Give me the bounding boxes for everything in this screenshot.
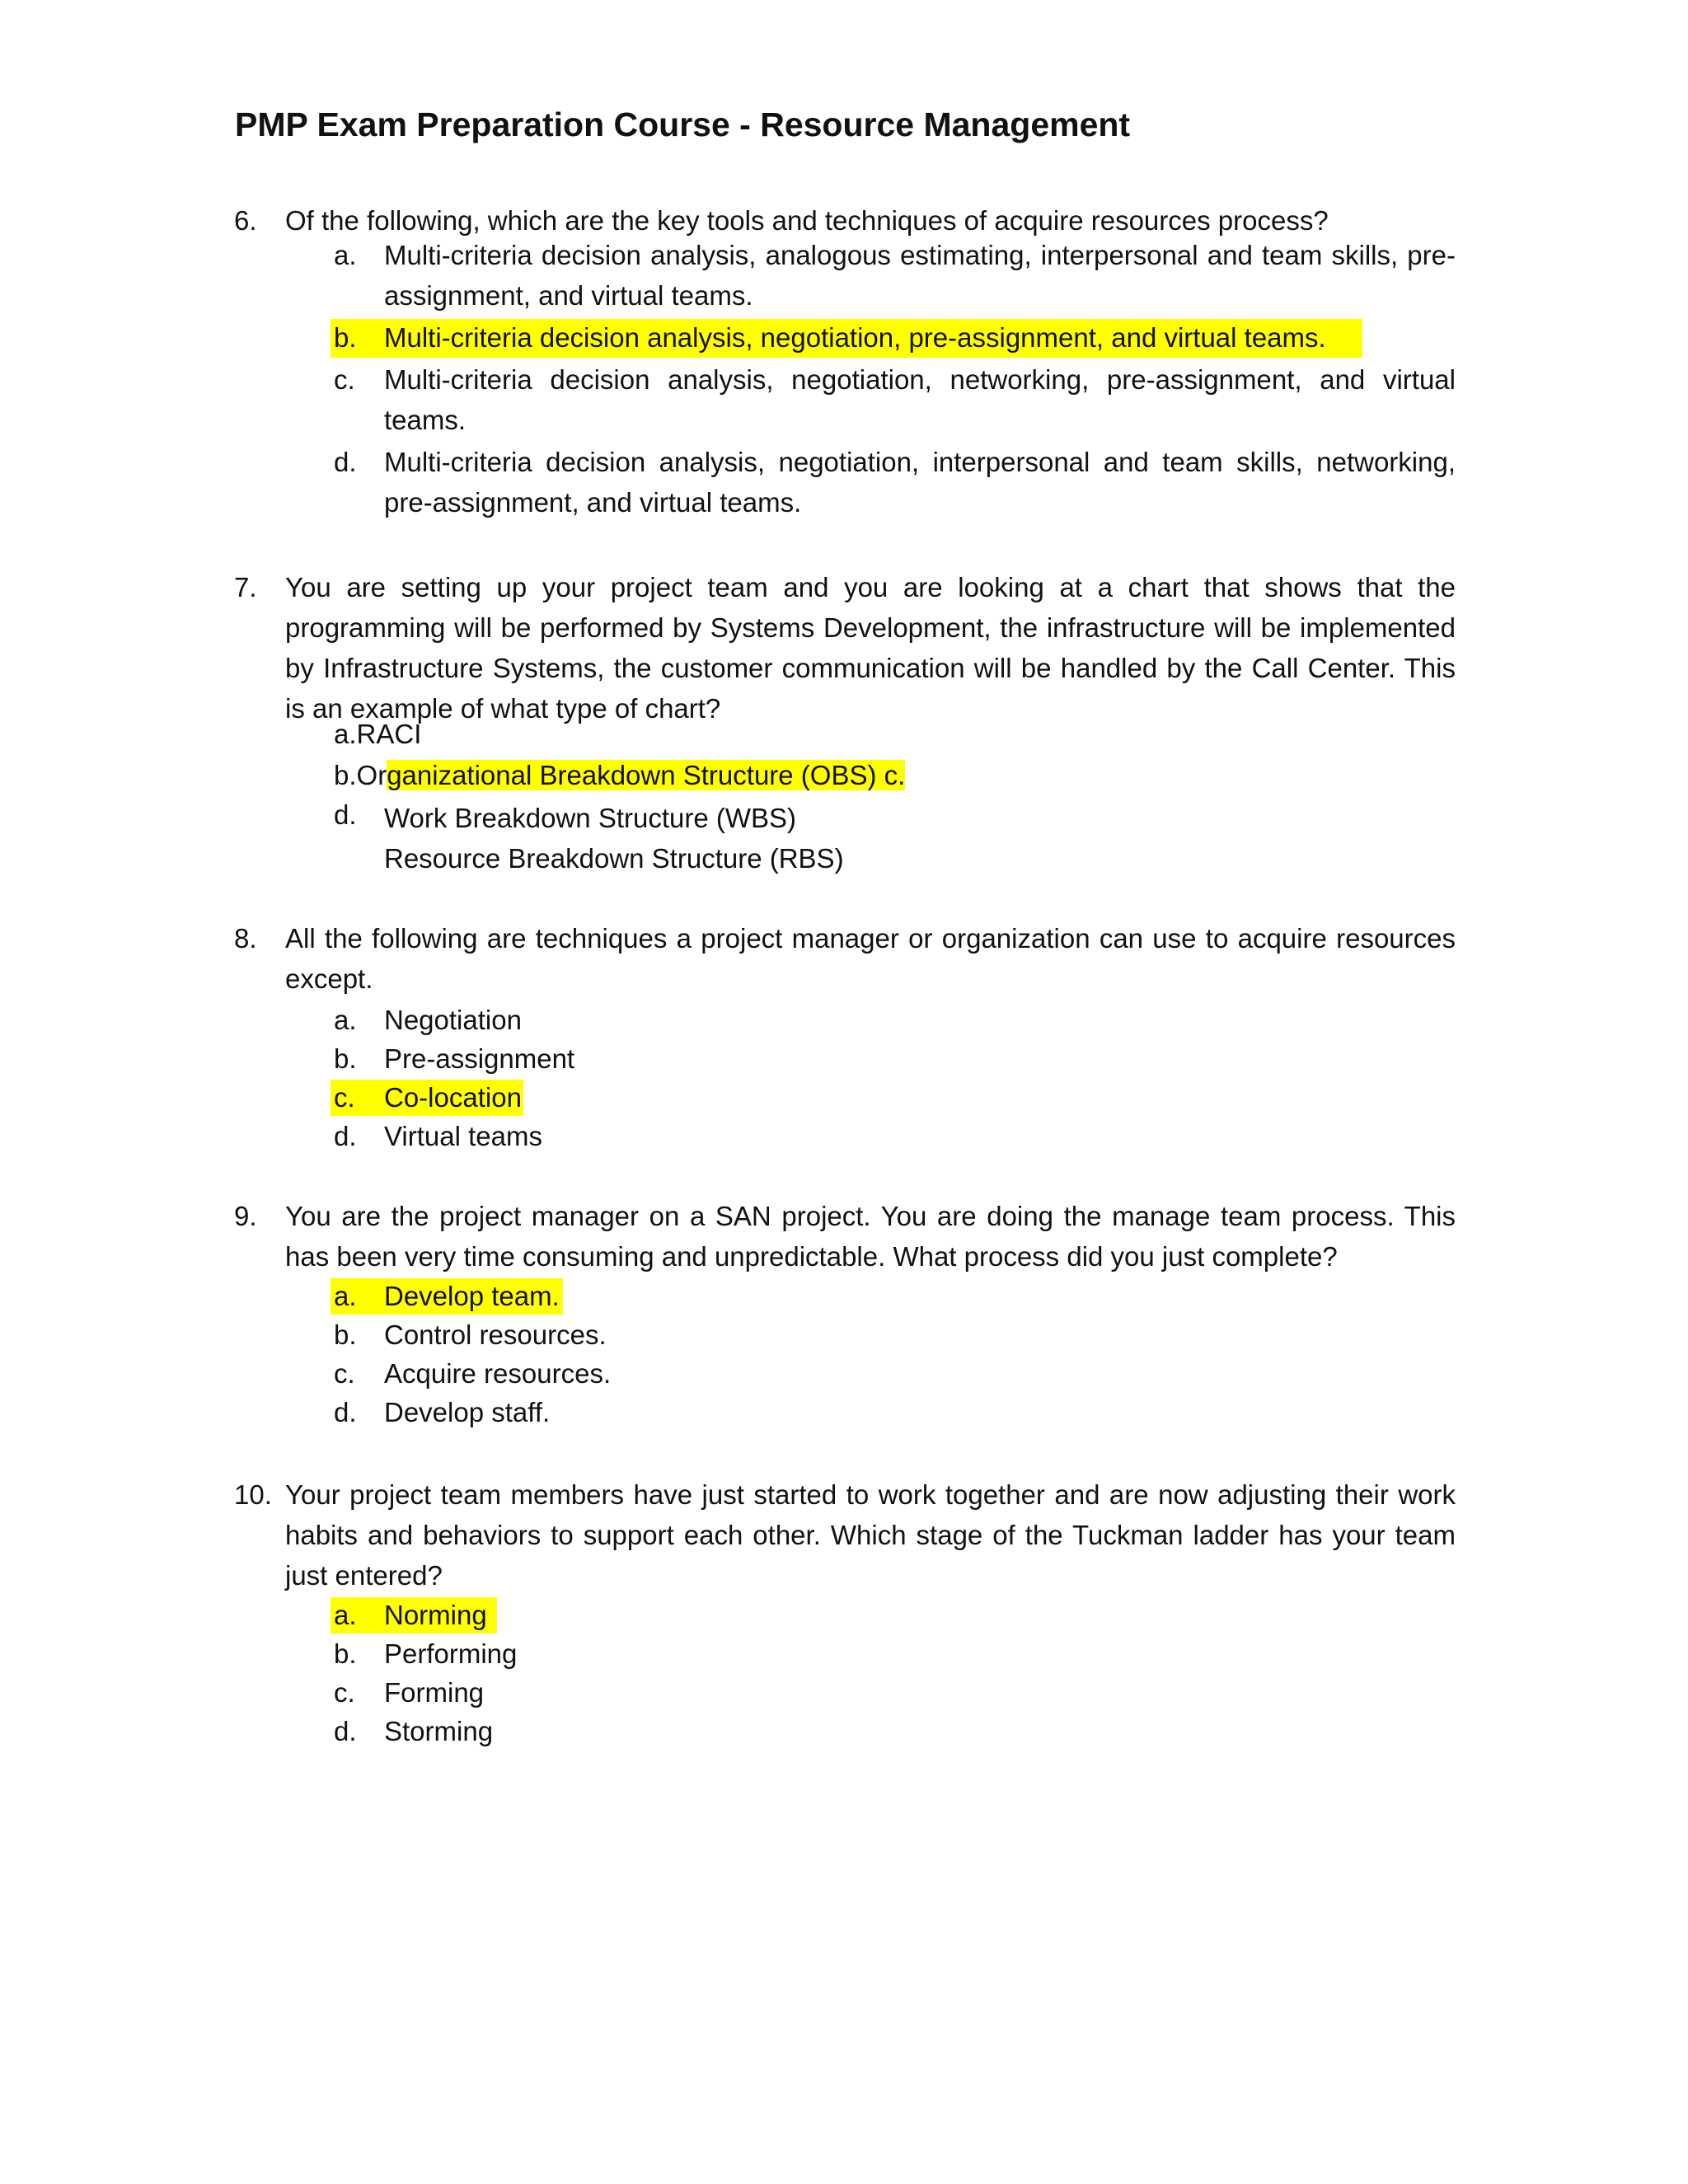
question-7-option-line-4: Resource Breakdown Structure (RBS) — [384, 843, 844, 874]
option-b — [334, 1315, 1456, 1354]
option-letter: b. — [334, 322, 357, 353]
option-text: Virtual teams — [384, 1121, 542, 1151]
option-prefix: b.Or — [334, 760, 387, 790]
question-7-option-line-2 — [334, 757, 905, 794]
page-title: PMP Exam Preparation Course - Resource Management — [235, 105, 1131, 143]
option-letter: a. — [334, 1005, 357, 1035]
option-c — [334, 1673, 1456, 1712]
option-text: Acquire resources. — [384, 1358, 612, 1389]
question-text: You are the project manager on a SAN project. You are doing the manage team process. This has been very time consuming and unpredictable. What process did you just complete? — [285, 1201, 1456, 1272]
option-letter: a. — [334, 240, 357, 270]
question-text: Your project team members have just started to work together and are now adjusting their work habits and behaviors to support each other. Which stage of the Tuckman ladder has your team just entered? — [285, 1479, 1456, 1591]
option-a — [334, 235, 1456, 316]
option-text: Control resources. — [384, 1319, 607, 1350]
option-letter: a. — [334, 1281, 357, 1311]
option-letter: b. — [334, 1319, 357, 1350]
option-text: Multi-criteria decision analysis, negotiation, interpersonal and team skills, networking, pre-assignment, and virtual teams. — [384, 447, 1456, 518]
option-a — [334, 1001, 1456, 1039]
question-number: 10. — [234, 1479, 272, 1510]
question-text: All the following are techniques a project manager or organization can use to acquire resources except. — [285, 923, 1456, 994]
option-b — [334, 1634, 1456, 1673]
answer-options — [334, 1277, 1456, 1432]
option-b — [334, 1039, 1456, 1078]
option-letter: b. — [334, 1043, 357, 1074]
option-letter: c. — [334, 364, 355, 395]
option-text: Norming — [384, 1600, 487, 1630]
option-c-highlighted — [334, 1078, 1456, 1117]
question-9 — [234, 1196, 1456, 1432]
question-text: You are setting up your project team and you are looking at a chart that shows that the programming will be performed by Systems Development, the infrastructure will be implemented by Infrastructure Systems, the customer communication will be handled by the Call Center. This is an example of what type of chart? — [285, 572, 1456, 724]
option-text: Develop team. — [384, 1281, 560, 1311]
option-d — [334, 442, 1456, 523]
question-text: Of the following, which are the key tools and techniques of acquire resources process? — [285, 205, 1329, 236]
option-c — [334, 359, 1456, 440]
question-number: 6. — [234, 205, 257, 236]
option-letter: b. — [334, 1638, 357, 1669]
option-letter: d. — [334, 1121, 357, 1151]
answer-highlight: ganizational Breakdown Structure (OBS) c. — [387, 760, 906, 790]
option-letter: d. — [334, 1397, 357, 1427]
option-text: Storming — [384, 1716, 494, 1746]
question-6 — [234, 200, 1456, 523]
option-text: Multi-criteria decision analysis, analogous estimating, interpersonal and team skills, pre-assignment, and virtual teams. — [384, 240, 1456, 311]
option-text: Negotiation — [384, 1005, 522, 1035]
option-b-highlighted — [334, 317, 1456, 358]
option-text: Develop staff. — [384, 1397, 551, 1427]
question-7-option-line-1: a.RACI — [334, 719, 422, 749]
option-text: Multi-criteria decision analysis, negotiation, pre-assignment, and virtual teams. — [384, 322, 1326, 353]
option-letter: c. — [334, 1677, 355, 1708]
question-number: 9. — [234, 1201, 257, 1231]
answer-options — [334, 1596, 1456, 1750]
option-text: Co-location — [384, 1082, 522, 1113]
option-d — [334, 1393, 1456, 1432]
question-number: 7. — [234, 572, 257, 602]
answer-options — [334, 1001, 1456, 1155]
option-a-highlighted — [334, 1277, 1456, 1315]
question-10 — [234, 1474, 1456, 1750]
option-text: Pre-assignment — [384, 1043, 575, 1074]
option-letter: c. — [334, 1082, 355, 1113]
question-8 — [234, 918, 1456, 1155]
option-letter: d. — [334, 1716, 357, 1746]
option-text: Performing — [384, 1638, 518, 1669]
option-letter: c. — [334, 1358, 355, 1389]
option-d — [334, 1117, 1456, 1155]
option-letter: d. — [334, 447, 357, 477]
option-a-highlighted — [334, 1596, 1456, 1634]
answer-options — [334, 235, 1456, 523]
question-number: 8. — [234, 923, 257, 954]
option-text: Forming — [384, 1677, 485, 1708]
option-d — [334, 1712, 1456, 1750]
question-7 — [234, 567, 1456, 729]
option-text: Multi-criteria decision analysis, negotiation, networking, pre-assignment, and virtual teams. — [384, 364, 1456, 435]
option-letter: a. — [334, 1600, 357, 1630]
option-c — [334, 1354, 1456, 1393]
option-text: Work Breakdown Structure (WBS) — [384, 803, 797, 833]
option-letter: d. — [334, 799, 357, 830]
